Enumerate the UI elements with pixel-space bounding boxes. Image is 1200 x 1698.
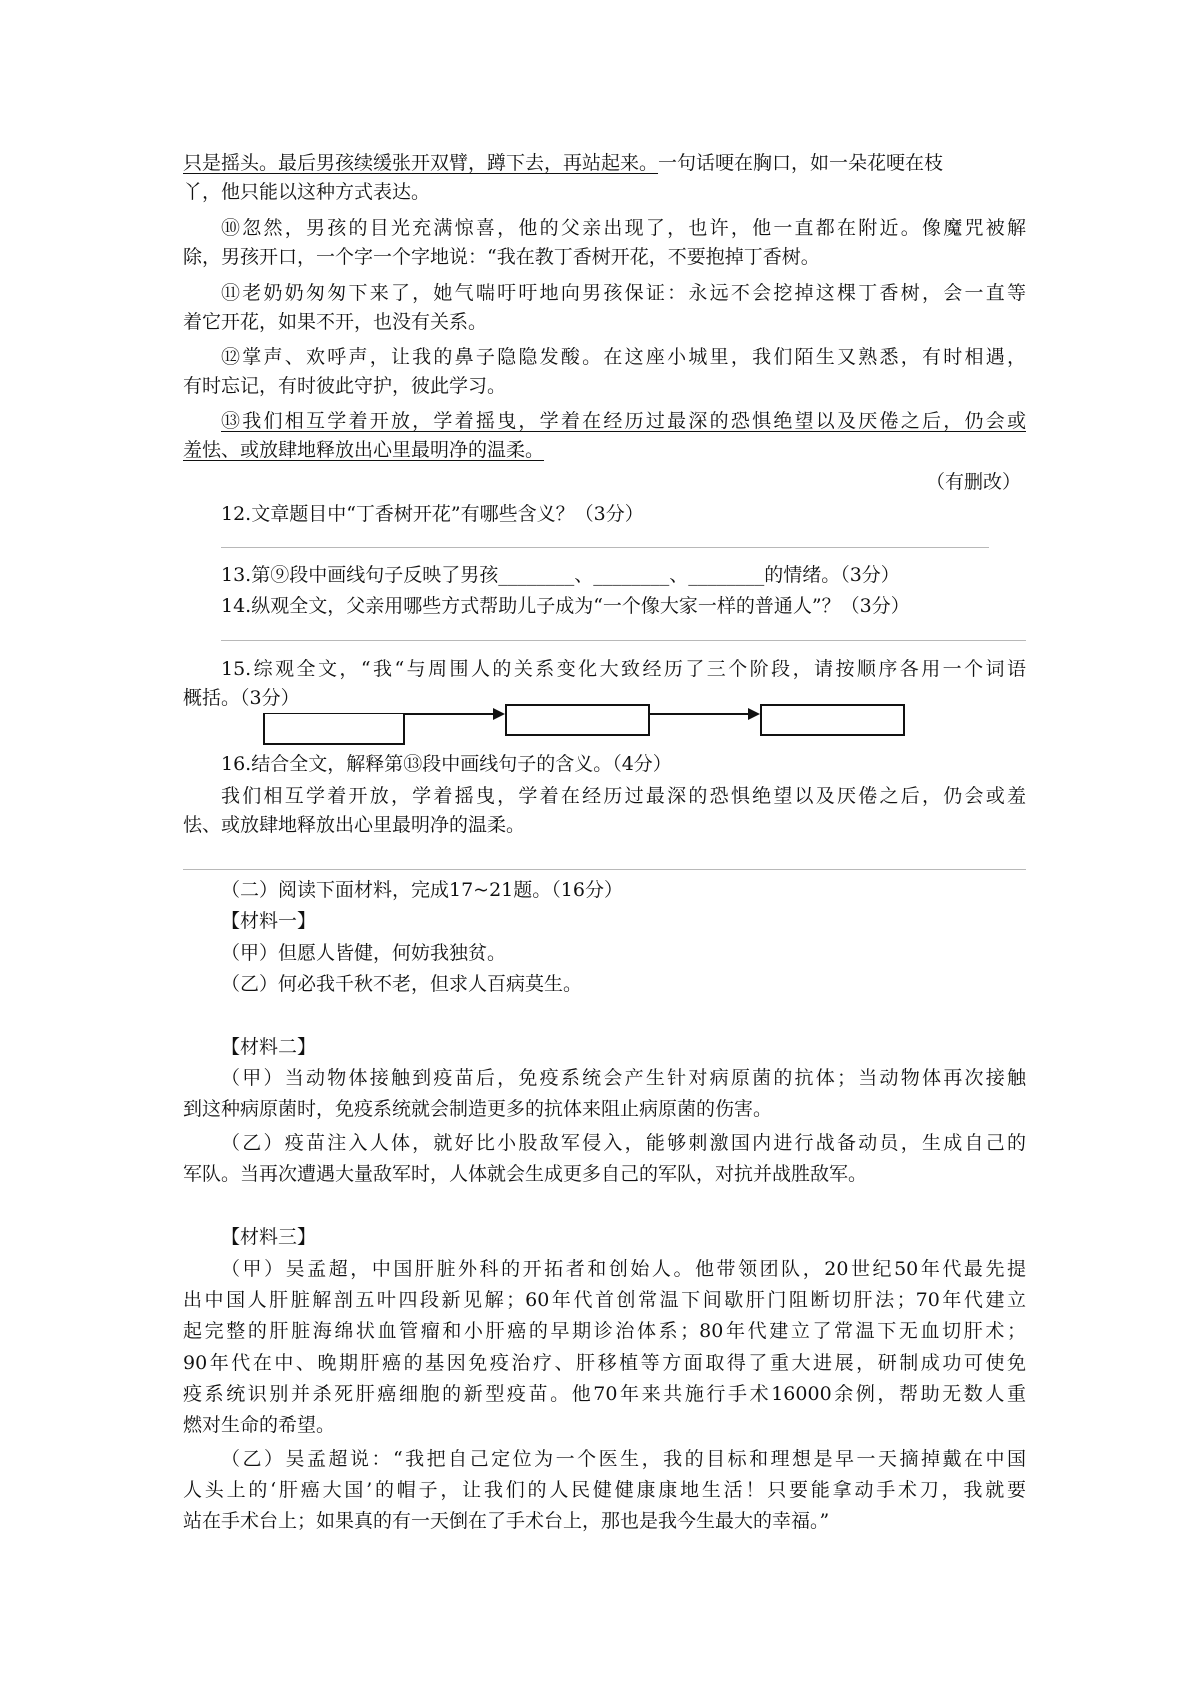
stage-box-3[interactable] (760, 704, 905, 736)
passage-p9-line1 (183, 149, 1026, 177)
material-3-a-line1: （甲）吴孟超，中国肝脏外科的开拓者和创始人。他带领团队，20世纪50年代最先提 (221, 1258, 1026, 1280)
question-13: 13.第⑨段中画线句子反映了男孩________、________、________的情绪。（3分） (221, 564, 900, 586)
material-3-b-line3: 站在手术台上；如果真的有一天倒在了手术台上，那也是我今生最大的幸福。” (183, 1510, 830, 1532)
material-1-b: （乙）何必我千秋不老，但求人百病莫生。 (221, 973, 583, 995)
material-3-a-line3: 起完整的肝脏海绵状血管瘤和小肝癌的早期诊治体系；80年代建立了常温下无血切肝术； (183, 1320, 1026, 1342)
flow-line-2 (650, 713, 748, 715)
passage-p13-line1: ⑬我们相互学着开放，学着摇曳，学着在经历过最深的恐惧绝望以及厌倦之后，仍会或 (221, 410, 1026, 432)
p9-rest: 一句话哽在胸口，如一朵花哽在枝 (658, 152, 944, 174)
material-2-a-line2: 到这种病原菌时，免疫系统就会制造更多的抗体来阻止病原菌的伤害。 (183, 1098, 773, 1120)
passage-p12-line2: 有时忘记，有时彼此守护，彼此学习。 (183, 375, 507, 397)
answer-line-12 (221, 547, 989, 548)
passage-p11-line1: ⑪老奶奶匆匆下来了，她气喘吁吁地向男孩保证：永远不会挖掉这棵丁香树，会一直等 (221, 282, 1026, 304)
answer-line-16 (183, 869, 1026, 870)
passage-p13-line2: 羞怯、或放肆地释放出心里最明净的温柔。 (183, 439, 545, 461)
question-15-line2: 概括。（3分） (183, 687, 300, 709)
material-3-a-line6: 燃对生命的希望。 (183, 1414, 336, 1436)
material-2-b-line2: 军队。当再次遭遇大量敌军时，人体就会生成更多自己的军队，对抗并战胜敌军。 (183, 1163, 868, 1185)
material-3-title: 【材料三】 (221, 1226, 317, 1248)
material-2-title: 【材料二】 (221, 1036, 317, 1058)
source-note: （有删改） (926, 471, 1022, 493)
question-16-quote-line1: 我们相互学着开放，学着摇曳，学着在经历过最深的恐惧绝望以及厌倦之后，仍会或羞 (221, 785, 1026, 807)
question-16: 16.结合全文，解释第⑬段中画线句子的含义。（4分） (221, 753, 672, 775)
stage-box-1[interactable] (263, 714, 405, 745)
question-14: 14.纵观全文，父亲用哪些方式帮助儿子成为“一个像大家一样的普通人”？（3分） (221, 595, 910, 617)
answer-line-14 (221, 640, 1026, 641)
material-1-a: （甲）但愿人皆健，何妨我独贫。 (221, 942, 507, 964)
question-16-quote-line2: 怯、或放肆地释放出心里最明净的温柔。 (183, 814, 526, 836)
passage-p12-line1: ⑫掌声、欢呼声，让我的鼻子隐隐发酸。在这座小城里，我们陌生又熟悉，有时相遇， (221, 346, 1026, 368)
material-3-a-line5: 疫系统识别并杀死肝癌细胞的新型疫苗。他70年来共施行手术16000余例，帮助无数人重 (183, 1383, 1026, 1405)
stage-box-2[interactable] (505, 704, 650, 736)
question-15-line1: 15.综观全文，“我“与周围人的关系变化大致经历了三个阶段，请按顺序各用一个词语 (221, 658, 1026, 680)
passage-p11-line2: 着它开花，如果不开，也没有关系。 (183, 311, 488, 333)
material-1-title: 【材料一】 (221, 910, 317, 932)
material-3-a-line2: 出中国人肝脏解剖五叶四段新见解；60年代首创常温下间歇肝门阻断切肝法；70年代建立 (183, 1289, 1026, 1311)
material-3-b-line2: 人头上的‘肝癌大国’的帽子，让我们的人民健健康康地生活！只要能拿动手术刀，我就要 (183, 1479, 1026, 1501)
passage-p10-line1: ⑩忽然，男孩的目光充满惊喜，他的父亲出现了，也许，他一直都在附近。像魔咒被解 (221, 217, 1026, 239)
question-12: 12.文章题目中“丁香树开花”有哪些含义？（3分） (221, 503, 644, 525)
material-2-b-line1: （乙）疫苗注入人体，就好比小股敌军侵入，能够刺激国内进行战备动员，生成自己的 (221, 1132, 1026, 1154)
flow-arrow-1-icon (493, 708, 505, 720)
section2-heading: （二）阅读下面材料，完成17~21题。（16分） (221, 879, 623, 901)
material-3-b-line1: （乙）吴孟超说：“我把自己定位为一个医生，我的目标和理想是早一天摘掉戴在中国 (221, 1448, 1026, 1470)
material-2-a-line1: （甲）当动物体接触到疫苗后，免疫系统会产生针对病原菌的抗体；当动物体再次接触 (221, 1067, 1026, 1089)
passage-p10-line2: 除，男孩开口，一个字一个字地说：“我在教丁香树开花，不要抱掉丁香树。 (183, 246, 820, 268)
material-3-a-line4: 90年代在中、晚期肝癌的基因免疫治疗、肝移植等方面取得了重大进展，研制成功可使免 (183, 1352, 1026, 1374)
passage-p9-line2: 丫，他只能以这种方式表达。 (183, 181, 431, 203)
underlined-sentence-p9: 只是摇头。最后男孩续缓张开双臂，蹲下去，再站起来。 (183, 152, 659, 174)
flow-arrow-2-icon (748, 708, 760, 720)
